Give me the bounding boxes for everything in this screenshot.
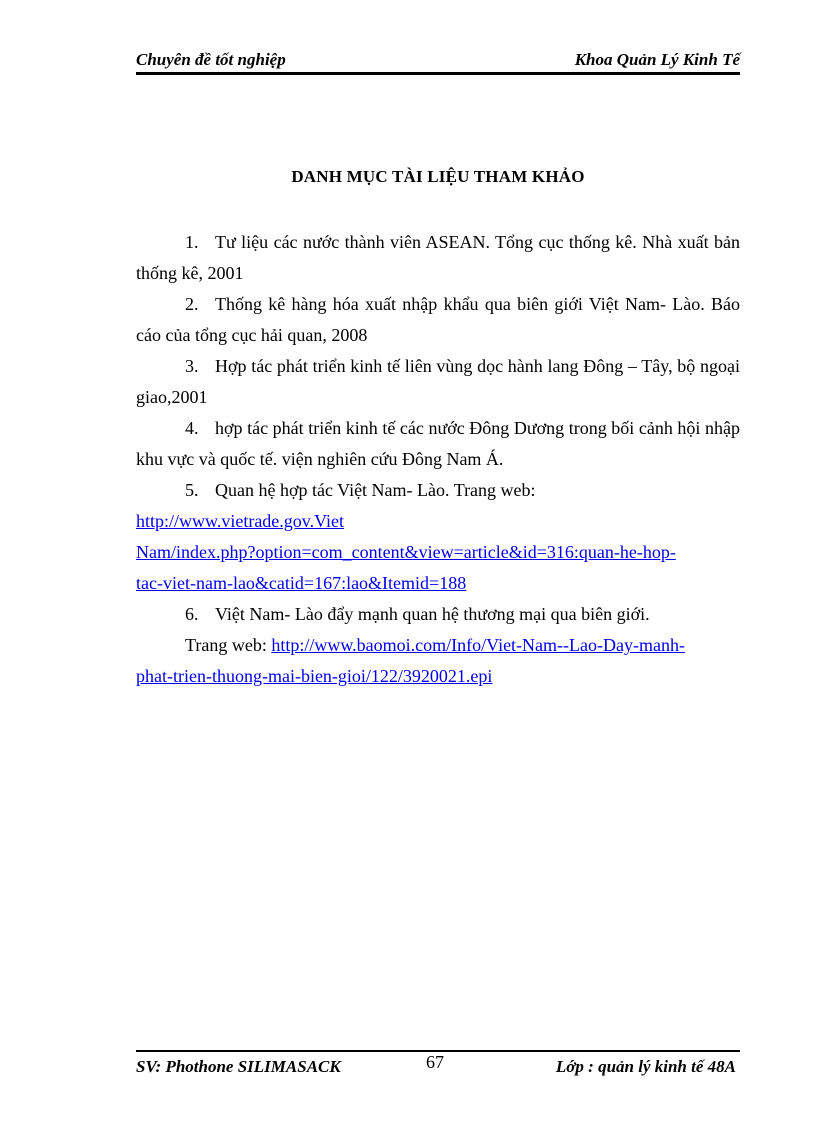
reference-item-6 [136,599,740,630]
reference-item-5 [136,475,740,506]
reference-item-2 [136,289,740,351]
footer-student: SV: Phothone SILIMASACK [136,1057,341,1076]
reference-number: 3. [185,356,199,376]
reference-item-4 [136,413,740,475]
page-header [136,46,740,75]
reference-text: Thống kê hàng hóa xuất nhập khẩu qua biên giới Việt Nam- Lào. Báo cáo của tổng cục hải quan, 2008 [136,294,740,345]
header-faculty: Khoa Quản Lý Kinh Tế [574,50,740,69]
reference-number: 6. [185,604,199,624]
reference-number: 5. [185,480,199,500]
reference-text: Hợp tác phát triển kinh tế liên vùng dọc hành lang Đông – Tây, bộ ngoại giao,2001 [136,356,740,407]
reference-text: Quan hệ hợp tác Việt Nam- Lào. Trang web: [215,480,536,500]
page-footer [136,1050,740,1078]
reference-text: Tư liệu các nước thành viên ASEAN. Tổng cục thống kê. Nhà xuất bản thống kê, 2001 [136,232,740,283]
reference-text: hợp tác phát triển kinh tế các nước Đông Dương trong bối cảnh hội nhập khu vực và quốc tế. viện nghiên cứu Đông Nam Á. [136,418,740,469]
reference-number: 2. [185,294,199,314]
reference-5-url [136,506,740,599]
reference-item-3 [136,351,740,413]
baomoi-link-line-2[interactable]: phat-trien-thuong-mai-bien-gioi/122/3920021.epi [136,666,493,686]
footer-class: Lớp : quản lý kinh tế 48A [555,1057,736,1076]
header-course-title: Chuyên đề tốt nghiệp [136,50,286,69]
reference-item-1 [136,227,740,289]
page-number: 67 [426,1052,444,1072]
vietrade-link-line-1[interactable]: http://www.vietrade.gov.Viet [136,511,345,531]
baomoi-link-line-1[interactable]: http://www.baomoi.com/Info/Viet-Nam--Lao-Day-manh- [271,635,685,655]
reference-list [136,227,740,692]
reference-6-url [136,630,740,661]
reference-text: Việt Nam- Lào đẩy mạnh quan hệ thương mại qua biên giới. [215,604,650,624]
reference-number: 1. [185,232,199,252]
reference-6-url-continued [136,661,740,692]
vietrade-link-line-2[interactable]: Nam/index.php?option=com_content&view=article&id=316:quan-he-hop- [136,542,676,562]
page-title: DANH MỤC TÀI LIỆU THAM KHẢO [291,167,585,186]
reference-number: 4. [185,418,199,438]
web-label: Trang web: [185,635,272,655]
vietrade-link-line-3[interactable]: tac-viet-nam-lao&catid=167:lao&Itemid=188 [136,573,467,593]
